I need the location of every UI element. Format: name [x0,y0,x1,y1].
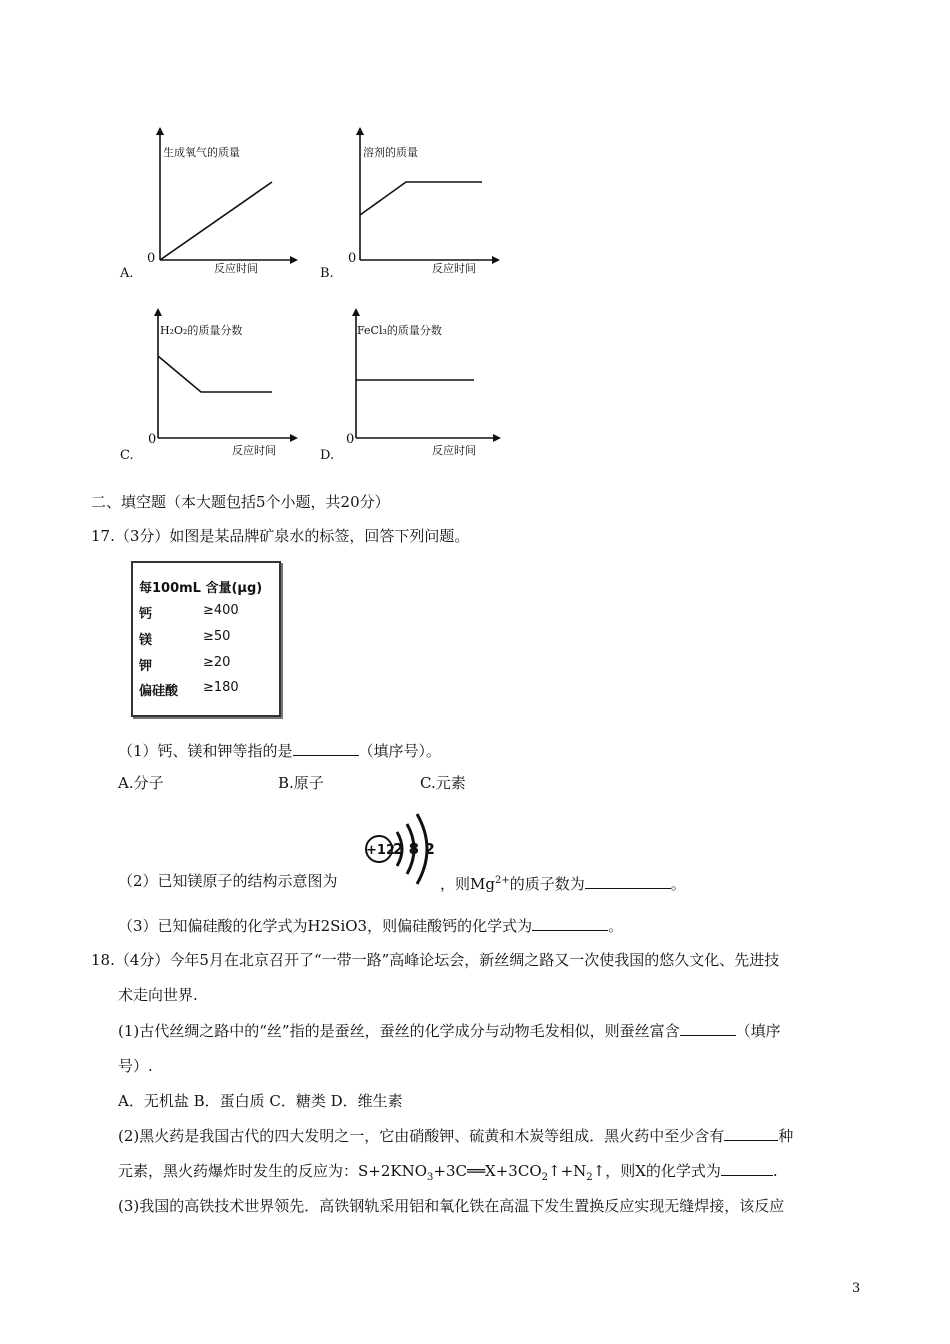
q17-sub1: （1）钙、镁和钾等指的是 （填序号）。 [118,742,442,760]
graph-a-curve [160,182,272,260]
q18-sub3: (3)我国的高铁技术世界领先．高铁钢轨采用铝和氧化铁在高温下发生置换反应实现无缝焊接，该反应 [118,1197,785,1215]
label-row-name: 偏硅酸 [139,684,179,699]
graph-d-ylabel: FeCl₃的质量分数 [357,324,442,337]
graph-a-xlabel: 反应时间 [214,262,258,275]
label-row-name: 镁 [139,633,153,648]
label-row-value: ≥400 [203,603,239,618]
q17-sub2-pre: （2）已知镁原子的结构示意图为 [118,872,338,890]
q18-sub1-line2: 号）. [118,1057,153,1075]
graph-a-origin: 0 [147,251,156,266]
graph-c-origin: 0 [148,432,157,447]
label-row-name: 钙 [139,607,153,622]
graph-b-ylabel: 溶剂的质量 [363,146,418,159]
graph-b-xlabel: 反应时间 [432,262,476,275]
q18-sub1: (1)古代丝绸之路中的“丝”指的是蚕丝，蚕丝的化学成分与动物毛发相似，则蚕丝富含 （填序 [118,1022,781,1040]
q17-option-b: B.原子 [278,774,324,792]
mineral-water-label [131,561,281,717]
q18-sub2-equation: 元素，黑火药爆炸时发生的反应为：$S+2KNO_3+3C══X+3CO_2↑+N_2↑$，则X的化学式为 . [118,1162,778,1183]
graph-a-ylabel: 生成氧气的质量 [163,146,240,159]
graph-c-xlabel: 反应时间 [232,444,276,457]
q18-line2: 术走向世界. [118,986,198,1004]
q17-sub3: （3）已知偏硅酸的化学式为H2SiO3，则偏硅酸钙的化学式为 。 [118,917,624,935]
label-row-name: 钾 [139,659,153,674]
section-title: 二、填空题（本大题包括5个小题，共20分） [91,493,390,511]
label-row-value: ≥20 [203,655,231,670]
label-row-value: ≥180 [203,680,239,695]
graph-d-letter: D. [320,448,335,463]
graph-c-curve [158,356,272,392]
q18-options: A．无机盐 B．蛋白质 C．糖类 D．维生素 [118,1092,403,1110]
graph-a-letter: A. [120,266,134,281]
graph-b-origin: 0 [348,251,357,266]
q18-line1: 18.（4分）今年5月在北京召开了“一带一路”高峰论坛会，新丝绸之路又一次使我国的悠久文化、先进技 [91,951,780,969]
q17-option-c: C.元素 [420,774,466,792]
label-header: 每100mL 含量(μg) [139,581,263,596]
q17-sub2: ，则$Mg^{2+}$的质子数为 。 [440,875,686,893]
graph-c-ylabel: H₂O₂的质量分数 [160,324,243,337]
graph-c-letter: C. [120,448,134,463]
label-row-value: ≥50 [203,629,231,644]
atom-shells: 2 8 2 [393,840,435,858]
graph-b-curve [360,182,482,215]
q18-sub2: (2)黑火药是我国古代的四大发明之一，它由硝酸钾、硫黄和木炭等组成．黑火药中至少含有 种 [118,1127,794,1145]
q17-option-a: A.分子 [118,774,164,792]
atom-nucleus: +12 [366,843,395,858]
graph-b-letter: B. [320,266,334,281]
graph-d-origin: 0 [346,432,355,447]
q17-stem: 17.（3分）如图是某品牌矿泉水的标签，回答下列问题。 [91,527,470,545]
graph-d-xlabel: 反应时间 [432,444,476,457]
magnesium-atom-diagram [355,806,450,892]
page-number: 3 [852,1281,861,1296]
